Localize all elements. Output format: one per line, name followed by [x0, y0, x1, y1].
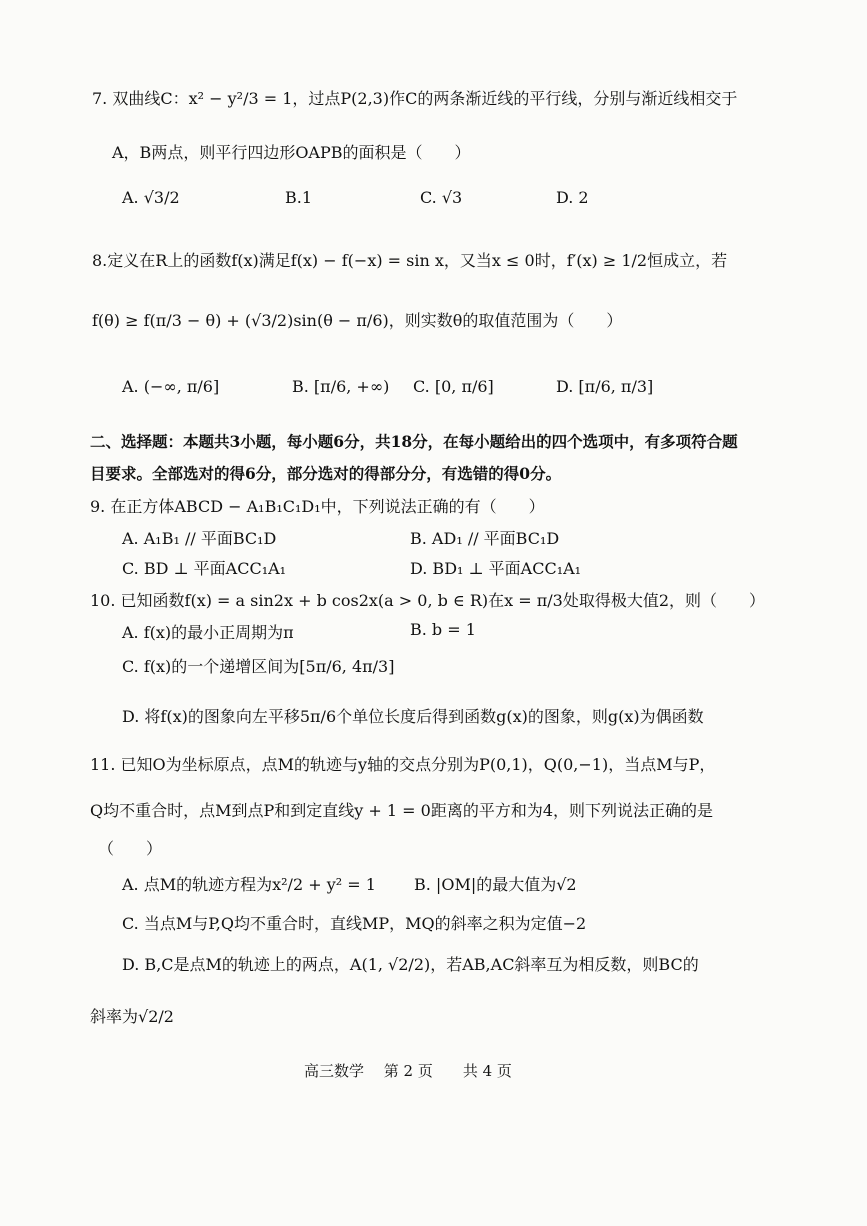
q9-option-c: C. BD ⊥ 平面ACC₁A₁ [122, 559, 287, 578]
q11-line2: Q均不重合时，点M到点P和到定直线y + 1 = 0距离的平方和为4，则下列说法正确的是 [90, 801, 714, 820]
q10-option-b: B. b = 1 [410, 620, 476, 639]
q11-option-d: D. B,C是点M的轨迹上的两点，A(1, √2/2)，若AB,AC斜率互为相反数，则BC的 [122, 955, 699, 974]
q9-option-a: A. A₁B₁ // 平面BC₁D [122, 529, 277, 548]
q8-option-b: B. [π/6, +∞) [292, 377, 390, 396]
section-heading-line1: 二、选择题：本题共3小题，每小题6分，共18分，在每小题给出的四个选项中，有多项符合题 [90, 432, 738, 451]
q11-tail: 斜率为√2/2 [90, 1007, 174, 1026]
q7-line2: A，B两点，则平行四边形OAPB的面积是（ ） [112, 143, 471, 162]
q9-option-b: B. AD₁ // 平面BC₁D [410, 529, 560, 548]
q8-option-d: D. [π/6, π/3] [556, 377, 654, 396]
q11-line1: 11. 已知O为坐标原点，点M的轨迹与y轴的交点分别为P(0,1)，Q(0,−1)，当点M与P， [90, 755, 716, 774]
q7-option-a: A. √3/2 [122, 188, 180, 207]
q10-option-a: A. f(x)的最小正周期为π [122, 623, 294, 642]
q11-line3: （ ） [98, 839, 163, 858]
q10-option-c: C. f(x)的一个递增区间为[5π/6, 4π/3] [122, 657, 395, 676]
page-footer: 高三数学 第 2 页 共 4 页 [304, 1062, 512, 1080]
q9-option-d: D. BD₁ ⊥ 平面ACC₁A₁ [410, 559, 582, 578]
q7-option-c: C. √3 [420, 188, 463, 207]
q11-option-b: B. |OM|的最大值为√2 [414, 875, 577, 894]
q8-line2: f(θ) ≥ f(π/3 − θ) + (√3/2)sin(θ − π/6)，则实数θ的取值范围为（ ） [92, 311, 623, 330]
q11-option-c: C. 当点M与P,Q均不重合时，直线MP，MQ的斜率之积为定值−2 [122, 914, 587, 933]
q10-stem: 10. 已知函数f(x) = a sin2x + b cos2x(a > 0, b ∈ R)在x = π/3处取得极大值2，则（ ） [90, 591, 766, 610]
q8-option-a: A. (−∞, π/6] [122, 377, 220, 396]
section-heading-line2: 目要求。全部选对的得6分，部分选对的得部分分，有选错的得0分。 [90, 464, 562, 483]
q11-option-a: A. 点M的轨迹方程为x²/2 + y² = 1 [122, 875, 376, 894]
q7-line1: 7. 双曲线C：x² − y²/3 = 1，过点P(2,3)作C的两条渐近线的平行线，分别与渐近线相交于 [92, 89, 738, 108]
q8-option-c: C. [0, π/6] [413, 377, 494, 396]
q9-stem: 9. 在正方体ABCD − A₁B₁C₁D₁中，下列说法正确的有（ ） [90, 497, 545, 516]
q7-option-d: D. 2 [556, 188, 589, 207]
q8-line1: 8.定义在R上的函数f(x)满足f(x) − f(−x) = sin x，又当x ≤ 0时，f′(x) ≥ 1/2恒成立，若 [92, 251, 728, 270]
q10-option-d: D. 将f(x)的图象向左平移5π/6个单位长度后得到函数g(x)的图象，则g(x)为偶函数 [122, 707, 704, 726]
q7-option-b: B.1 [285, 188, 313, 207]
